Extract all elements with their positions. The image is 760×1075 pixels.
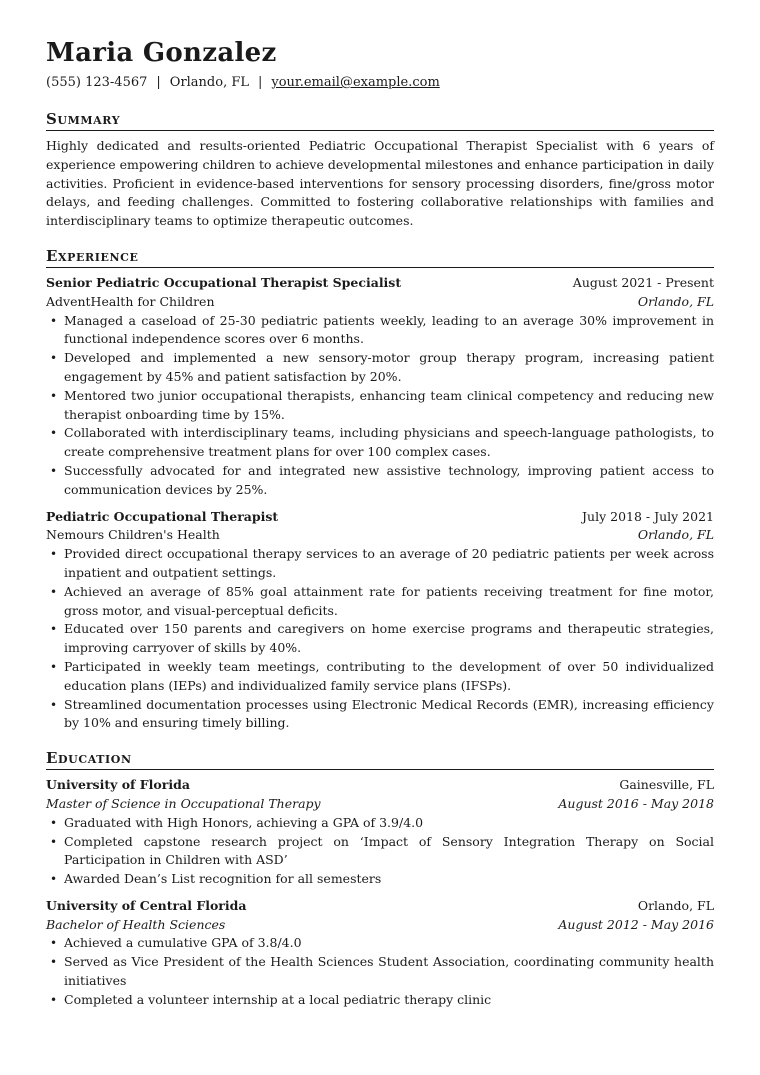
list-item: • Mentored two junior occupational therapists, enhancing team clinical competency and reducing new therapist onboarding time by 15%. [50, 387, 714, 422]
summary-text: Highly dedicated and results-oriented Pediatric Occupational Therapist Specialist with 6 years of experience empowering children to achieve developmental milestones and enhance participation in daily activities. Proficient in evidence-based interventions for sensory processing disorders, fine/gross motor delays, and feeding challenges. Committed to fostering collaborative relationships with families and interdisciplinary teams to optimize therapeutic outcomes. [46, 138, 714, 229]
job-location: Orlando, FL [637, 293, 714, 309]
education-entry [46, 897, 714, 1010]
job-entry [46, 274, 714, 500]
bullet-icon: • [50, 992, 58, 1007]
summary-heading: Summary [46, 109, 714, 131]
bullet-icon: • [50, 955, 58, 970]
education-entry [46, 776, 714, 889]
bullet-icon: • [50, 815, 58, 830]
education-bullets [46, 934, 714, 1009]
job-organization: Nemours Children's Health [46, 527, 220, 543]
job-entry [46, 508, 714, 734]
school-location: Gainesville, FL [619, 777, 714, 793]
bullet-icon: • [50, 463, 58, 478]
list-item: • Provided direct occupational therapy services to an average of 20 pediatric patients per week across inpatient and outpatient settings. [50, 546, 714, 580]
list-item: • Educated over 150 parents and caregivers on home exercise programs and therapeutic strategies, improving carryover of skills by 40%. [50, 621, 714, 656]
job-org-row [46, 526, 714, 545]
bullet-icon: • [50, 584, 58, 599]
bullet-icon: • [50, 313, 58, 328]
job-dates: August 2021 - Present [572, 274, 714, 290]
job-organization: AdventHealth for Children [46, 293, 215, 309]
school-header-row [46, 776, 714, 795]
job-bullets [46, 545, 714, 733]
degree-name: Master of Science in Occupational Therapy [46, 795, 321, 811]
school-location: Orlando, FL [637, 897, 714, 913]
contact-separator: | [156, 75, 161, 90]
job-location: Orlando, FL [637, 527, 714, 543]
degree-name: Bachelor of Health Sciences [46, 916, 226, 932]
job-dates: July 2018 - July 2021 [582, 508, 714, 524]
job-role: Pediatric Occupational Therapist [46, 508, 279, 524]
job-header-row [46, 274, 714, 293]
list-item: • Streamlined documentation processes using Electronic Medical Records (EMR), increasing efficiency by 10% and ensuring timely billing. [50, 696, 714, 731]
bullet-icon: • [50, 697, 58, 712]
job-header-row [46, 508, 714, 527]
bullet-icon: • [50, 936, 58, 951]
degree-row [46, 795, 714, 814]
list-item: • Participated in weekly team meetings, contributing to the development of over 50 individualized education plans (IEPs) and individualized family service plans (IFSPs). [50, 658, 714, 693]
bullet-icon: • [50, 872, 58, 887]
job-org-row [46, 293, 714, 312]
list-item: • Awarded Dean’s List recognition for all semesters [46, 870, 714, 889]
contact-location: Orlando, FL [169, 75, 249, 90]
degree-dates: August 2012 - May 2016 [558, 916, 714, 932]
list-item: • Developed and implemented a new sensory-motor group therapy program, increasing patient engagement by 45% and patient satisfaction by 20%. [50, 350, 714, 384]
bullet-icon: • [50, 351, 58, 366]
bullet-icon: • [50, 547, 58, 562]
list-item: • Achieved a cumulative GPA of 3.8/4.0 [46, 934, 714, 953]
experience-heading: Experience [46, 246, 714, 268]
school-header-row [46, 897, 714, 916]
education-bullets [46, 814, 714, 889]
contact-line [46, 74, 714, 92]
job-role: Senior Pediatric Occupational Therapist Specialist [46, 274, 402, 290]
list-item: • Completed a volunteer internship at a local pediatric therapy clinic [46, 991, 714, 1010]
bullet-icon: • [50, 622, 58, 637]
contact-separator: | [258, 75, 263, 90]
list-item: • Successfully advocated for and integrated new assistive technology, improving patient access to communication devices by 25%. [50, 462, 714, 497]
list-item: • Managed a caseload of 25-30 pediatric patients weekly, leading to an average 30% improvement in functional independence scores over 6 months. [50, 312, 714, 347]
bullet-icon: • [50, 388, 58, 403]
bullet-icon: • [50, 659, 58, 674]
contact-email-link[interactable]: your.email@example.com [271, 75, 440, 90]
school-name: University of Florida [46, 777, 190, 793]
bullet-icon: • [50, 426, 58, 441]
list-item: • Achieved an average of 85% goal attainment rate for patients receiving treatment for fine motor, gross motor, and visual-perceptual deficits. [50, 583, 714, 618]
school-name: University of Central Florida [46, 897, 247, 913]
job-bullets [46, 312, 714, 500]
list-item: • Served as Vice President of the Health Sciences Student Association, coordinating community health initiatives [50, 954, 714, 989]
contact-phone: (555) 123-4567 [46, 75, 148, 90]
list-item: • Collaborated with interdisciplinary teams, including physicians and speech-language pathologists, to create comprehensive treatment plans for over 100 complex cases. [50, 425, 714, 460]
degree-dates: August 2016 - May 2018 [558, 795, 714, 811]
list-item: • Completed capstone research project on ‘Impact of Sensory Integration Therapy on Social Participation in Children with ASD’ [50, 833, 714, 868]
list-item: • Graduated with High Honors, achieving a GPA of 3.9/4.0 [46, 814, 714, 833]
bullet-icon: • [50, 834, 58, 849]
education-heading: Education [46, 748, 714, 770]
degree-row [46, 916, 714, 935]
candidate-name: Maria Gonzalez [46, 38, 277, 68]
